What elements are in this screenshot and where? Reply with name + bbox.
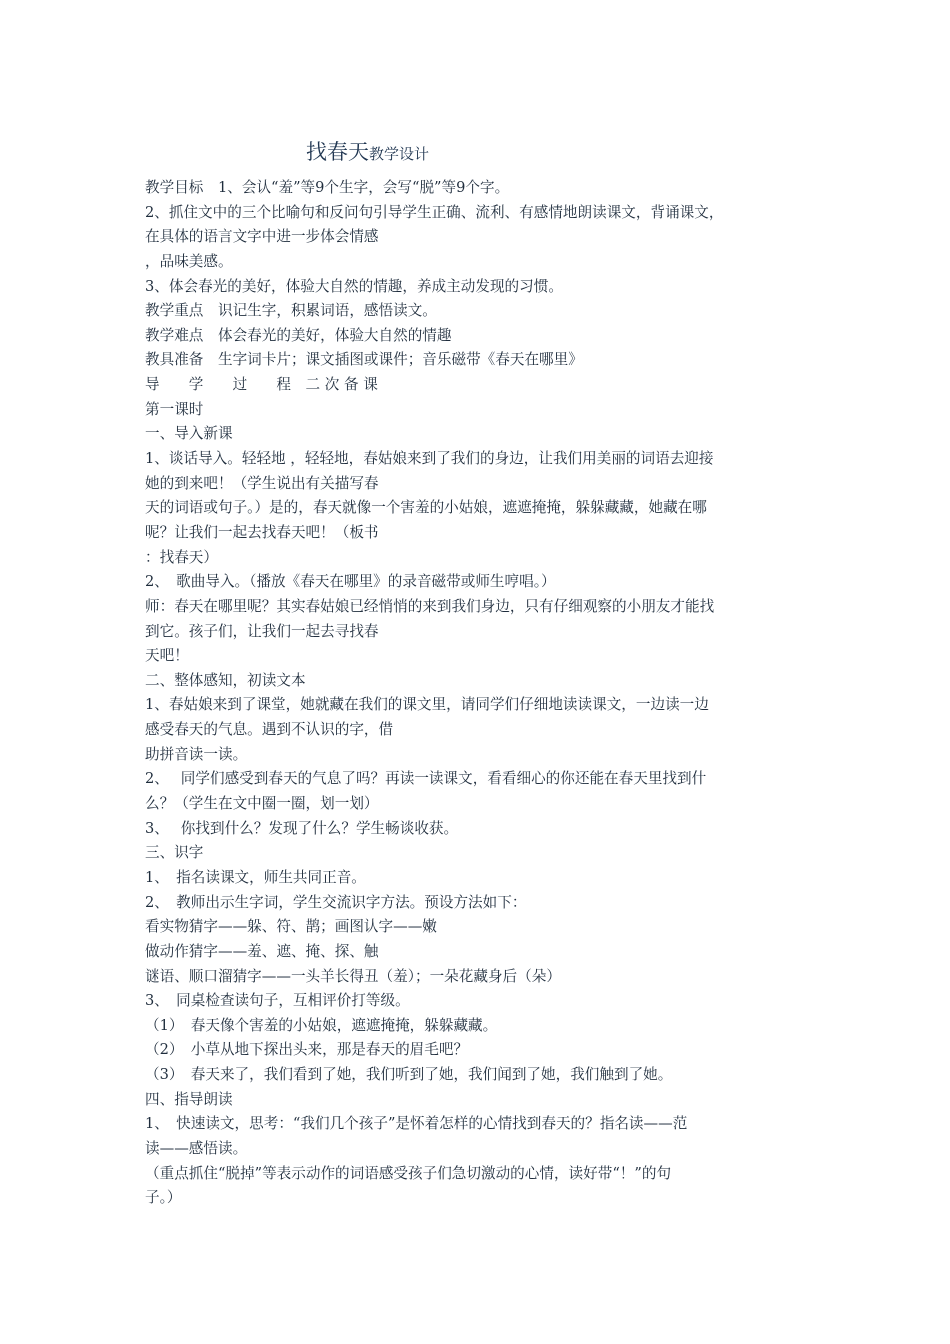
text-line: 2、 同学们感受到春天的气息了吗？再读一读课文，看看细心的你还能在春天里找到什: [145, 770, 707, 788]
text-line: 师：春天在哪里呢？其实春姑娘已经悄悄的来到我们身边，只有仔细观察的小朋友才能找: [145, 597, 715, 615]
text-line: 1、 指名读课文，师生共同正音。: [145, 868, 366, 886]
text-line: 天吧！: [145, 647, 189, 665]
text-line: 四、指导朗读: [145, 1090, 233, 1108]
text-line: 2、 歌曲导入。（播放《春天在哪里》的录音磁带或师生哼唱。）: [145, 573, 556, 591]
text-line: （重点抓住“脱掉”等表示动作的词语感受孩子们急切激动的心情，读好带“！”的句: [145, 1164, 672, 1182]
text-line: 到它。孩子们，让我们一起去寻找春: [145, 622, 379, 640]
text-line: 读——感悟读。: [145, 1139, 248, 1157]
text-line: 3、体会春光的美好，体验大自然的情趣，养成主动发现的习惯。: [145, 277, 563, 295]
text-line: 谜语、顺口溜猜字——一头羊长得丑（羞）；一朵花藏身后（朵）: [145, 967, 561, 985]
document-title: [306, 136, 429, 166]
text-line: 教学目标 1、会认“羞”等9个生字，会写“脱”等9个字。: [145, 179, 510, 196]
text-line: 呢？让我们一起去找春天吧！（板书: [145, 523, 379, 541]
text-line: 2、抓住文中的三个比喻句和反问句引导学生正确、流利、有感情地朗读课文，背诵课文，: [145, 203, 724, 221]
document-body: [145, 176, 810, 1211]
text-line: ，品味美感。: [145, 252, 233, 270]
text-line: 3、 同桌检查读句子，互相评价打等级。: [145, 992, 410, 1010]
text-line: 做动作猜字——羞、遮、掩、探、触: [145, 942, 379, 960]
text-line: 教学难点 体会春光的美好，体验大自然的情趣: [145, 326, 452, 344]
title-sub: 教学设计: [369, 145, 430, 163]
text-line: 她的到来吧！（学生说出有关描写春: [145, 474, 379, 492]
text-line: 教具准备 生字词卡片；课文插图或课件；音乐磁带《春天在哪里》: [145, 351, 583, 369]
text-line: 在具体的语言文字中进一步体会情感: [145, 228, 379, 246]
text-line: 1、谈话导入。轻轻地 ，轻轻地，春姑娘来到了我们的身边，让我们用美丽的词语去迎接: [145, 450, 714, 468]
text-line: 1、春姑娘来到了课堂，她就藏在我们的课文里，请同学们仔细地读读课文，一边读一边: [145, 696, 709, 714]
title-main: 找春天: [306, 140, 369, 164]
text-line: 第一课时: [145, 400, 204, 418]
text-line: 助拼音读一读。: [145, 745, 248, 763]
text-line: 1、 快速读文，思考：“我们几个孩子”是怀着怎样的心情找到春天的？指名读——范: [145, 1115, 688, 1133]
text-line: 教学重点 识记生字，积累词语，感悟读文。: [145, 302, 437, 320]
text-line: 天的词语或句子。）是的，春天就像一个害羞的小姑娘，遮遮掩掩，躲躲藏藏，她藏在哪: [145, 499, 707, 517]
text-line: 三、识字: [145, 844, 204, 862]
text-line: ：找春天）: [145, 548, 218, 566]
text-line: 感受春天的气息。遇到不认识的字，借: [145, 721, 394, 739]
text-line: 2、 教师出示生字词，学生交流识字方法。预设方法如下：: [145, 893, 527, 911]
section-header-process: 导 学 过 程 二 次 备 课: [145, 376, 378, 394]
text-line: 3、 你找到什么？发现了什么？学生畅谈收获。: [145, 819, 459, 837]
text-line: （1） 春天像个害羞的小姑娘，遮遮掩掩，躲躲藏藏。: [145, 1016, 498, 1034]
text-line: 一、导入新课: [145, 425, 233, 443]
text-line: 看实物猜字——躲、符、鹊；画图认字——嫩: [145, 918, 437, 936]
text-line: （2） 小草从地下探出头来，那是春天的眉毛吧？: [145, 1041, 469, 1059]
text-line: 么？（学生在文中圈一圈，划一划）: [145, 795, 379, 813]
text-line: 子。）: [145, 1189, 182, 1207]
text-line: 二、整体感知，初读文本: [145, 671, 306, 689]
text-line: （3） 春天来了，我们看到了她，我们听到了她，我们闻到了她，我们触到了她。: [145, 1066, 673, 1084]
